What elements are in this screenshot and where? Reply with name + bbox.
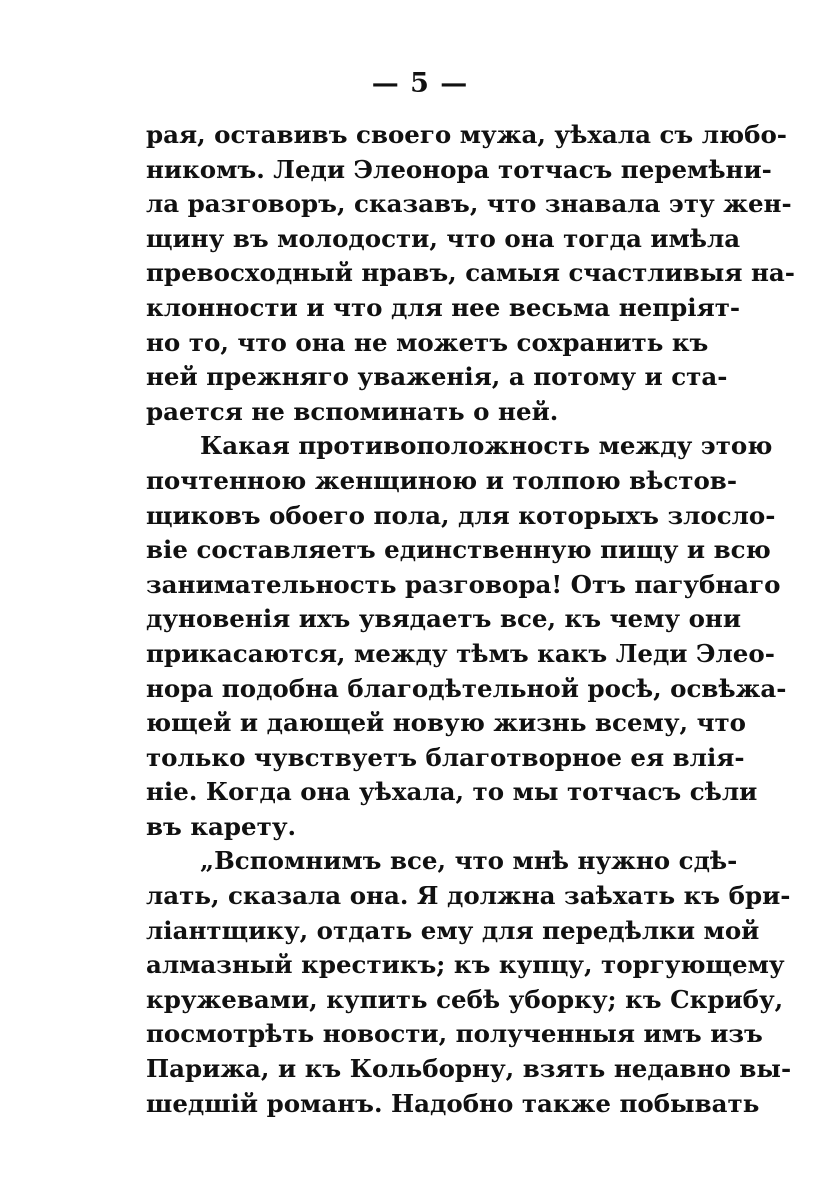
text-line: никомъ. Леди Элеонора тотчасъ перемѣни-: [146, 154, 772, 184]
text-line: ющей и дающей новую жизнь всему, что: [146, 708, 747, 738]
text-line: посмотрѣть новости, полученныя имъ изъ: [146, 1019, 763, 1049]
text-line: лать, сказала она. Я должна заѣхать къ бри-: [146, 881, 791, 911]
text-line: въ карету.: [146, 811, 297, 841]
text-line: ніе. Когда она уѣхала, то мы тотчасъ сѣли: [146, 777, 758, 807]
text-line: Какая противоположность между этою: [200, 431, 773, 461]
text-line: только чувствуетъ благотворное ея влія-: [146, 742, 745, 772]
text-line: рая, оставивъ своего мужа, уѣхала съ любо-: [146, 120, 787, 149]
text-line: щиковъ обоего пола, для которыхъ злосло-: [146, 500, 776, 530]
text-line: Парижа, и къ Кольборну, взять недавно вы-: [146, 1054, 792, 1084]
page-number: — 5 —: [371, 68, 469, 99]
text-line: ла разговоръ, сказавъ, что знавала эту жен-: [146, 189, 792, 219]
text-line: шедшій романъ. Надобно также побывать: [146, 1088, 760, 1118]
text-line: почтенною женщиною и толпою вѣстов-: [146, 465, 738, 495]
text-line: „Вспомнимъ все, что мнѣ нужно сдѣ-: [200, 846, 738, 876]
text-line: рается не вспоминать о ней.: [146, 396, 559, 426]
text-line: клонности и что для нее весьма непріят-: [146, 292, 741, 322]
paragraph-1: [146, 118, 795, 429]
text-line: прикасаются, между тѣмъ какъ Леди Элео-: [146, 638, 775, 668]
text-line: алмазный крестикъ; къ купцу, торгующему: [146, 950, 785, 980]
text-line: превосходный нравъ, самыя счастливыя на-: [146, 258, 795, 288]
text-line: ліантщику, отдать ему для передѣлки мой: [146, 915, 760, 945]
text-line: но то, что она не можетъ сохранить къ: [146, 327, 709, 357]
text-line: кружевами, купить себѣ уборку; къ Скрибу,: [146, 984, 784, 1014]
paragraph-3: [146, 844, 792, 1121]
paragraph-2: [146, 429, 787, 844]
text-line: ней прежняго уваженія, а потому и ста-: [146, 362, 728, 392]
body-text: [146, 118, 795, 1121]
text-line: віе составляетъ единственную пищу и всю: [146, 535, 771, 565]
text-line: дуновенія ихъ увядаетъ все, къ чему они: [146, 604, 742, 634]
text-line: занимательность разговора! Отъ пагубнаго: [146, 569, 781, 599]
text-line: нора подобна благодѣтельной росѣ, освѣжа-: [146, 673, 787, 703]
text-line: щину въ молодости, что она тогда имѣла: [146, 223, 741, 253]
